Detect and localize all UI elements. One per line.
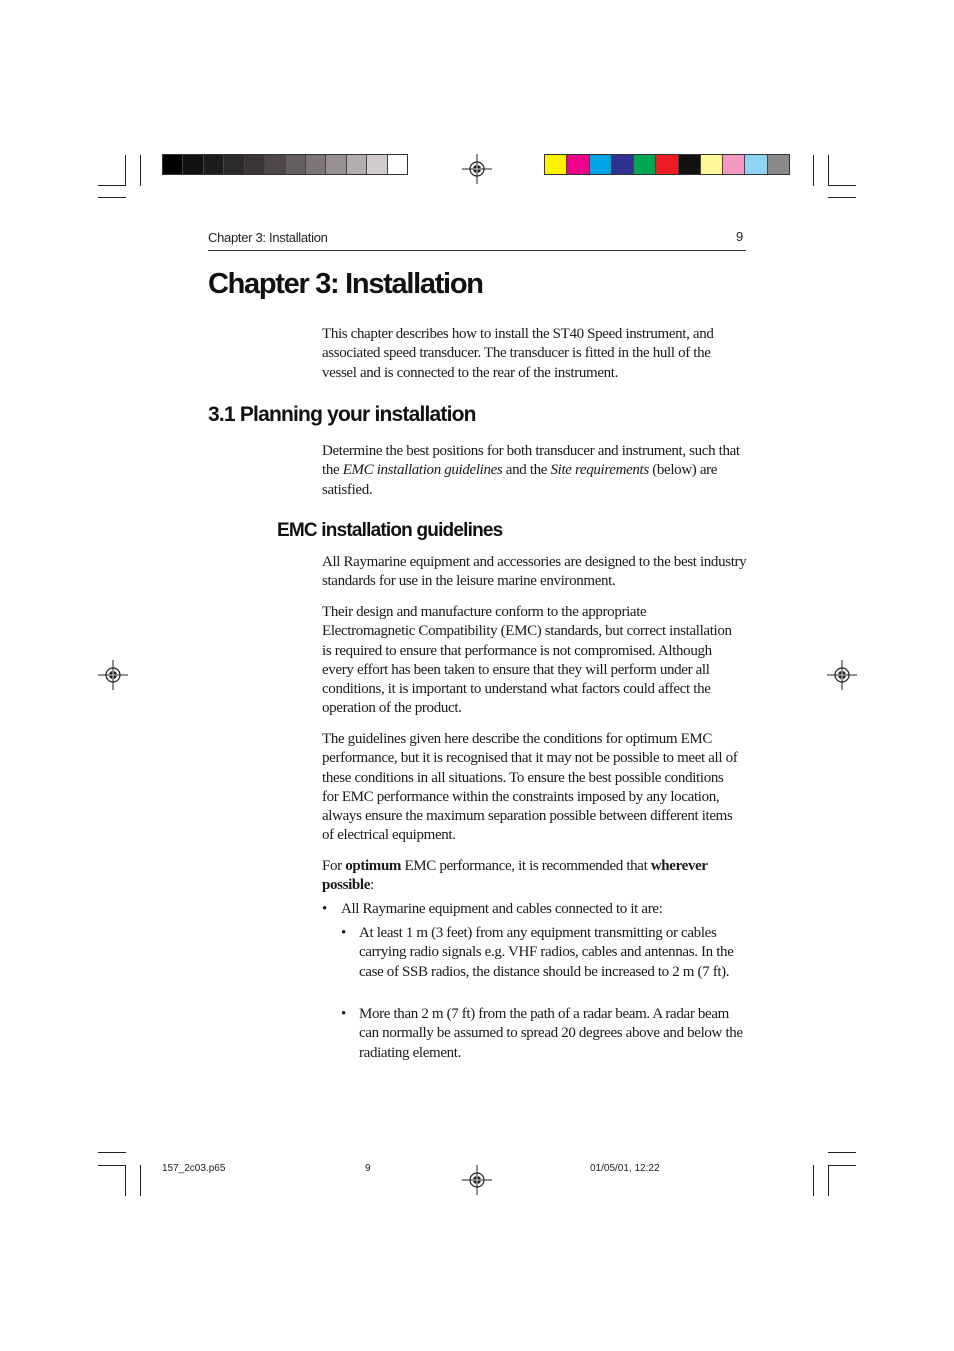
gray-swatch xyxy=(224,155,244,174)
gray-swatch xyxy=(326,155,346,174)
registration-mark-icon xyxy=(827,660,857,690)
section-text-2: and the xyxy=(502,462,551,479)
bullet-marker: • xyxy=(322,901,328,917)
gray-swatch xyxy=(347,155,367,174)
header-divider xyxy=(208,250,746,251)
emc-para4-text-3: : xyxy=(370,877,374,894)
section-text-1: Determine the best positions for both transducer and instrument, such that the xyxy=(322,443,740,479)
section-title: 3.1 Planning your installation xyxy=(208,403,476,426)
color-swatch xyxy=(723,155,745,174)
color-swatch xyxy=(701,155,723,174)
color-swatch xyxy=(567,155,589,174)
footer-filename: 157_2c03.p65 xyxy=(162,1163,226,1174)
section-text-3: (below) are satisfied. xyxy=(322,462,718,498)
grayscale-calibration-strip xyxy=(162,154,408,175)
gray-swatch xyxy=(183,155,203,174)
sub-bullet-item: More than 2 m (7 ft) from the path of a radar beam. A radar beam can normally be assumed to spread 20 degrees above and below the radiating element. xyxy=(359,1006,743,1061)
gray-swatch xyxy=(286,155,306,174)
bullet-item: All Raymarine equipment and cables connected to it are: xyxy=(341,901,663,917)
color-swatch xyxy=(634,155,656,174)
registration-mark-icon xyxy=(462,1165,492,1195)
color-calibration-strip xyxy=(544,154,790,175)
color-swatch xyxy=(612,155,634,174)
site-requirements-reference: Site requirements xyxy=(550,462,649,479)
gray-swatch xyxy=(306,155,326,174)
gray-swatch xyxy=(388,155,407,174)
color-swatch xyxy=(745,155,767,174)
color-swatch xyxy=(545,155,567,174)
emc-paragraph-2: Their design and manufacture conform to the appropriate Electromagnetic Compatibility (EMC) standards, but correct installation is required to ensure that performance is not compromised. Although every effort has been taken to ensure that they will perform under all conditions, it is important to understand what factors could affect the operation of the product. xyxy=(322,604,732,717)
color-swatch xyxy=(768,155,789,174)
footer-page: 9 xyxy=(365,1163,371,1174)
bullet-marker: • xyxy=(341,925,347,941)
emc-paragraph-3: The guidelines given here describe the conditions for optimum EMC performance, but it is recognised that it may not be possible to meet all of these conditions in all situations. To ensure the best possible conditions for EMC performance within the constraints imposed by any location, always ensure the maximum separation possible between different items of electrical equipment. xyxy=(322,731,738,844)
gray-swatch xyxy=(163,155,183,174)
running-header-title: Chapter 3: Installation xyxy=(208,230,328,245)
registration-mark-icon xyxy=(462,154,492,184)
subsection-title: EMC installation guidelines xyxy=(277,520,503,541)
intro-paragraph: This chapter describes how to install the ST40 Speed instrument, and associated speed transducer. The transducer is fitted in the hull of the vessel and is connected to the rear of the instrument. xyxy=(322,326,714,381)
emc-paragraph-1: All Raymarine equipment and accessories are designed to the best industry standards for use in the leisure marine environment. xyxy=(322,554,747,590)
color-swatch xyxy=(590,155,612,174)
bullet-marker: • xyxy=(341,1006,347,1022)
chapter-title: Chapter 3: Installation xyxy=(208,268,483,300)
emphasis-optimum: optimum xyxy=(345,858,402,874)
registration-mark-icon xyxy=(98,660,128,690)
gray-swatch xyxy=(245,155,265,174)
emc-paragraph-4 xyxy=(322,857,737,896)
color-swatch xyxy=(679,155,701,174)
gray-swatch xyxy=(367,155,387,174)
section-paragraph xyxy=(322,442,747,500)
emphasis-wherever-possible: wherever possible xyxy=(322,858,708,894)
emc-guidelines-reference: EMC installation guidelines xyxy=(342,462,503,479)
emc-para4-text-1: For xyxy=(322,858,346,874)
color-swatch xyxy=(656,155,678,174)
page-number: 9 xyxy=(736,229,744,244)
gray-swatch xyxy=(204,155,224,174)
emc-para4-text-2: EMC performance, it is recommended that xyxy=(401,858,651,874)
gray-swatch xyxy=(265,155,285,174)
sub-bullet-item: At least 1 m (3 feet) from any equipment transmitting or cables carrying radio signals e.g. VHF radios, cables and antennas. In the case of SSB radios, the distance should be increased to 2 m (7 ft). xyxy=(359,925,734,980)
footer-date: 01/05/01, 12:22 xyxy=(590,1163,660,1174)
